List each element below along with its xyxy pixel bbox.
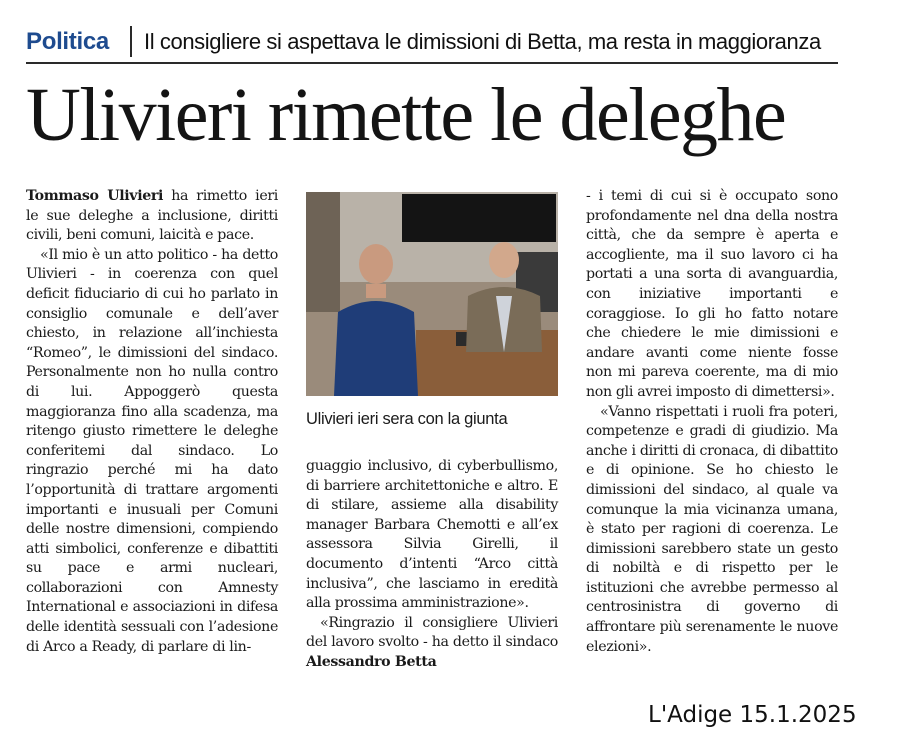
lead-text: ha rimetto ieri le sue deleghe a inclusione, diritti civili, beni comuni, laicità e pace. [26,188,278,244]
article-photo [306,192,558,396]
kicker-bar [26,26,838,64]
paragraph [306,614,558,673]
photo-image [306,192,558,396]
article-column-3 [586,187,838,657]
article-column-1 [26,187,278,657]
quote-text: «Ringrazio il consigliere Ulivieri del lavoro svolto - ha detto il sindaco [306,614,558,651]
lead-paragraph [26,187,278,246]
paragraph: «Vanno rispettati i ruoli fra poteri, competenze e gradi di giudizio. Ma anche i diritti di cronaca, di dibattito e di opinione. Se ho chiesto le dimissioni del sindaco, al quale va comunque la mia vicinanza umana, è stato per ragioni di coerenza. Le dimissioni sarebbero state un gesto di nobiltà e di rispetto per le istituzioni che avrebbe permesso al centrosinistra di governo di affrontare più serenamente le nuove elezioni». [586,403,838,655]
kicker-divider [130,26,132,57]
section-label[interactable]: Politica [26,28,109,55]
kicker-subtitle: Il consigliere si aspettava le dimissioni di Betta, ma resta in maggioranza [144,29,821,54]
mayor-name: Alessandro Betta [306,653,437,670]
photo-caption: Ulivieri ieri sera con la giunta [306,410,508,428]
paragraph: guaggio inclusivo, di cyberbullismo, di barriere architettoniche e altro. E di stilare, assieme alla disability manager Barbara Chemotti e all’ex assessora Silvia Girelli, il documento d’intenti “Arco città inclusiva”, che lasciamo in eredità alla prossima amministrazione». [306,458,558,612]
author-name: Tommaso Ulivieri [26,188,164,204]
article-column-2 [306,457,558,673]
headline: Ulivieri rimette le deleghe [26,73,786,157]
source-label: L'Adige 15.1.2025 [648,702,857,728]
paragraph: - i temi di cui si è occupato sono profondamente nel dna della nostra città, che da sempre è aperta e accogliente, ma il suo lavoro ci ha portati a una sorta di avanguardia, con iniziative importanti e coraggiose. Io gli ho fatto notare che chiedere le mie dimissioni e andare avanti come niente fosse non mi pareva coerente, ma di mio non gli avrei imposto di dimettersi». [586,188,838,400]
paragraph: «Il mio è un atto politico - ha detto Ulivieri - in coerenza con quel deficit fiduciario di cui ho parlato in consiglio comunale e dell’aver chiesto, in relazione all’inchiesta “Romeo”, le dimissioni del sindaco. Personalmente non ho nulla contro di lui. Appoggerò questa maggioranza fino alla scadenza, ma ritengo giusto rimettere le deleghe conferitemi dal sindaco. Lo ringrazio perché mi ha dato l’opportunità di trattare argomenti importanti e inusuali per Comuni delle nostre dimensioni, compiendo atti simbolici, conferenze e dibattiti su pace e armi nucleari, collaborazioni con Amnesty International e associazioni in difesa delle identità sessuali con l’adesione di Arco a Ready, di parlare di lin- [26,246,278,655]
